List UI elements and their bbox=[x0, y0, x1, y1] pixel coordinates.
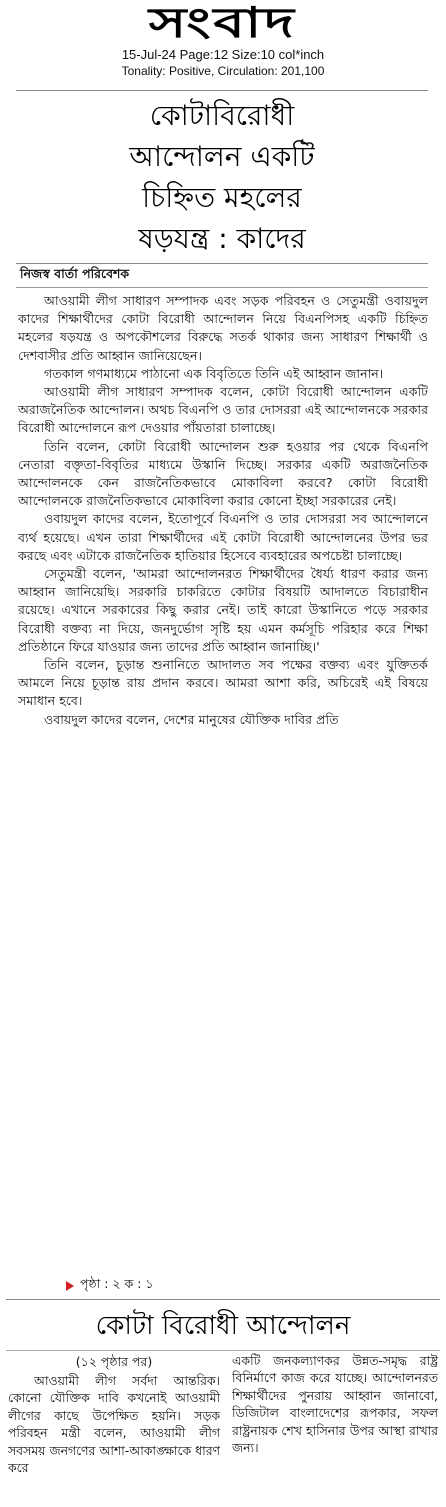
page-reference: (১২ পৃষ্ঠার পর) bbox=[75, 1354, 153, 1369]
newspaper-masthead bbox=[0, 0, 446, 46]
article-paragraph: আওয়ামী লীগ সাধারণ সম্পাদক এবং সড়ক পরিবহন ও সেতুমন্ত্রী ওবায়দুল কাদের শিক্ষার্থীদের কোটা বিরোধী আন্দোলন নিয়ে বিএনপিসহ একটি চিহ্নিত মহলের ষড়যন্ত্র ও অপকৌশলের বিরুদ্ধে সতর্ক থাকার জন্য সাধারণ শিক্ষার্থী ও দেশবাসীর প্রতি আহ্বান জানিয়েছেন। bbox=[18, 293, 428, 363]
article-body bbox=[18, 292, 428, 729]
article-paragraph: আওয়ামী লীগ সাধারণ সম্পাদক বলেন, কোটা বিরোধী আন্দোলন একটি অরাজনৈতিক আন্দোলন। অথচ বিএনপি ও তার দোসররা এই আন্দোলনকে সরকার বিরোধী আন্দোলনে রূপ দেওয়ার পাঁয়তারা চালাচ্ছে। bbox=[18, 384, 428, 436]
continued-column-left bbox=[8, 1352, 220, 1476]
masthead-title: সংবাদ bbox=[149, 0, 297, 47]
continuation-text: পৃষ্ঠা : ২ ক : ১ bbox=[80, 1276, 154, 1291]
headline-line: কোটাবিরোধী bbox=[149, 99, 295, 132]
article-paragraph: গতকাল গণমাধ্যমে পাঠানো এক বিবৃতিতে তিনি এই আহ্বান জানান। bbox=[44, 365, 384, 381]
article-paragraph: ওবায়দুল কাদের বলেন, দেশের মানুষের যৌক্তিক দাবির প্রতি bbox=[44, 711, 339, 727]
continued-headline: কোটা বিরোধী আন্দোলন bbox=[95, 1311, 351, 1341]
article-paragraph: আওয়ামী লীগ সর্বদা আন্তরিক। কোনো যৌক্তিক দাবি কখনোই আওয়ামী লীগের কাছে উপেক্ষিত হয়নি। সড়ক পরিবহন মন্ত্রী বলেন, আওয়ামী লীগ সবসময় জনগণের আশা-আকাঙ্ক্ষাকে ধারণ করে bbox=[8, 1373, 220, 1476]
continued-column-right bbox=[232, 1352, 438, 1456]
clipping-meta-tonality: Tonality: Positive, Circulation: 201,100 bbox=[121, 64, 325, 78]
headline bbox=[16, 90, 428, 264]
article-paragraph: ওবায়দুল কাদের বলেন, ইতোপূর্বে বিএনপি ও তার দোসররা সব আন্দোলনে ব্যর্থ হয়েছে। এখন তারা শিক্ষার্থীদের এই কোটা বিরোধী আন্দোলনের উপর ভর করছে এবং এটাকে রাজনৈতিক হাতিয়ার হিসেবে ব্যবহারের অপচেষ্টা চালাচ্ছে। bbox=[18, 511, 428, 563]
headline-line: চিহ্নিত মহলের bbox=[142, 181, 302, 214]
section-divider bbox=[6, 1350, 440, 1351]
headline-line: ষড়যন্ত্র : কাদের bbox=[138, 222, 306, 255]
article-paragraph: তিনি বলেন, চূড়ান্ত শুনানিতে আদালত সব পক্ষের বক্তব্য এবং যুক্তিতর্ক আমলে নিয়ে চূড়ান্ত রায় প্রদান করবে। আমরা আশা করি, অচিরেই এই বিষয়ে সমাধান হবে। bbox=[18, 657, 428, 709]
article-paragraph: সেতুমন্ত্রী বলেন, 'আমরা আন্দোলনরত শিক্ষার্থীদের ধৈর্য্য ধারণ করার জন্য আহ্বান জানিয়েছি। সরকারি চাকরিতে কোটার বিষয়টি আদালতে বিচারাধীন রয়েছে। এখানে সরকারের কিছু করার নেই। তাই কারো উস্কানিতে পড়ে সরকার বিরোধী বক্তব্য না দিয়ে, জনদুর্ভোগ সৃষ্টি হয় এমন কর্মসূচি পরিহার করে শিক্ষা প্রতিষ্ঠানে ফিরে যাওয়ার জন্য তাদের প্রতি আহ্বান জানাচ্ছি।' bbox=[18, 566, 428, 654]
article-paragraph: একটি জনকল্যাণকর উন্নত-সমৃদ্ধ রাষ্ট্র বিনির্মাণে কাজ করে যাচ্ছে। আন্দোলনরত শিক্ষার্থীদের পুনরায় আহ্বান জানাবো, ডিজিটাল বাংলাদেশের রূপকার, সফল রাষ্ট্রনায়ক শেখ হাসিনার উপর আস্থা রাখার জন্য। bbox=[232, 1353, 438, 1456]
clipping-meta-date: 15-Jul-24 Page:12 Size:10 col*inch bbox=[121, 47, 325, 62]
byline-divider bbox=[16, 287, 428, 288]
section-divider bbox=[6, 1299, 440, 1300]
continuation-note bbox=[66, 1276, 154, 1296]
article-paragraph: তিনি বলেন, কোটা বিরোধী আন্দোলন শুরু হওয়ার পর থেকে বিএনপি নেতারা বক্তৃতা-বিবৃতির মাধ্যমে উস্কানি দিচ্ছে। সরকার একটি অরাজনৈতিক আন্দোলনকে কেন রাজনৈতিকভাবে মোকাবিলা করবে? কোটা বিরোধী আন্দোলনকে রাজনৈতিকভাবে মোকাবিলা করার কোনো ইচ্ছা সরকারের নেই। bbox=[18, 438, 428, 509]
headline-line: আন্দোলন একটি bbox=[129, 140, 315, 173]
arrow-right-icon bbox=[66, 1281, 74, 1291]
byline: নিজস্ব বার্তা পরিবেশক bbox=[20, 266, 129, 288]
